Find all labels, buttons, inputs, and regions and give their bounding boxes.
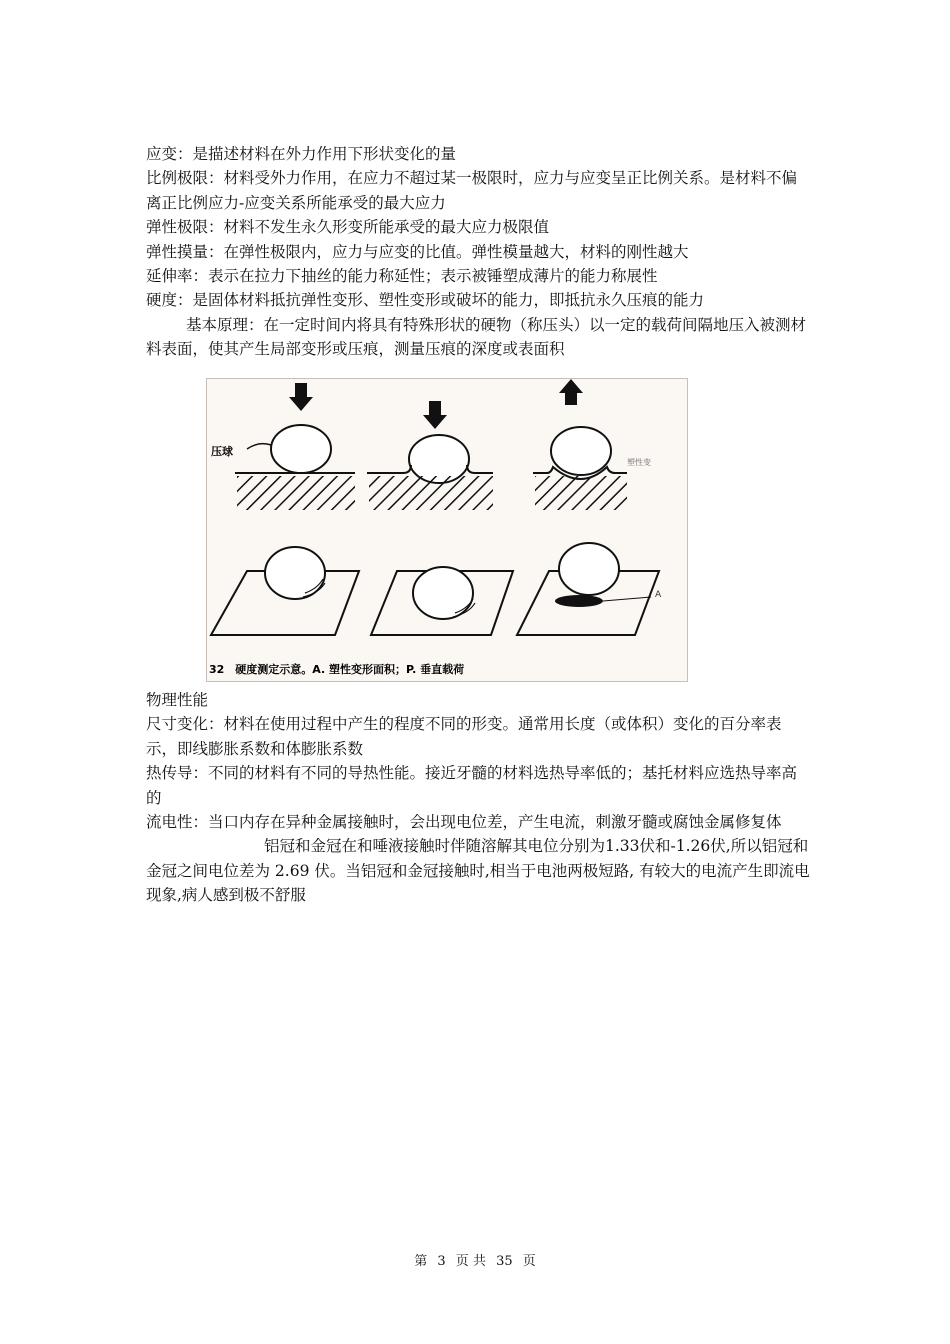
indentation-mark	[555, 595, 603, 607]
panel-2-bottom	[371, 567, 513, 635]
elastic-modulus-definition: 弹性摸量：在弹性极限内，应力与应变的比值。弹性模量越大，材料的刚性越大	[146, 242, 689, 261]
strain-definition: 应变：是描述材料在外力作用下形状变化的量	[146, 145, 457, 163]
ball-icon	[271, 425, 331, 473]
ball-icon	[559, 543, 619, 595]
ball-label: 压球	[211, 445, 233, 458]
ball-icon	[413, 567, 473, 619]
thermal-conduction-paragraph: 热传导：不同的材料有不同的导热性能。接近牙髓的材料选热导率低的；基托材料应选热导率高的	[146, 764, 798, 807]
galvanic-example-paragraph: 铝冠和金冠在和唾液接触时伴随溶解其电位分别为1.33伏和-1.26伏,所以铝冠和金冠之间电位差为 2.69 伏。当铝冠和金冠接触时,相当于电池两极短路, 有较大的电流产生即流电现象,病人感到极不舒服	[146, 837, 810, 905]
definitions-block	[146, 142, 810, 362]
down-arrow-icon	[289, 383, 313, 411]
hardness-definition: 硬度：是固体材料抵抗弹性变形、塑性变形或破坏的能力，即抵抗永久压痕的能力	[146, 291, 705, 310]
ball-icon	[551, 427, 611, 475]
up-arrow-icon	[559, 379, 583, 405]
footer-suffix: 页	[522, 1254, 536, 1269]
hardness-test-figure	[206, 378, 688, 682]
galvanism-paragraph: 流电性：当口内存在异种金属接触时，会出现电位差，产生电流，刺激牙髓或腐蚀金属修复体	[146, 813, 782, 832]
total-pages: 35	[496, 1254, 513, 1269]
elastic-limit-definition: 弹性极限：材料不发生永久形变所能承受的最大应力极限值	[146, 218, 550, 237]
footer-mid: 页 共	[455, 1254, 486, 1269]
panel-3-bottom	[517, 543, 662, 635]
basic-principle-paragraph: 基本原理：在一定时间内将具有特殊形状的硬物（称压头）以一定的载荷间隔地压入被测材料表面，使其产生局部变形或压痕，测量压痕的深度或表面积	[146, 315, 807, 359]
panel-1-bottom	[211, 547, 359, 635]
down-arrow-icon	[423, 401, 447, 429]
section-heading: 物理性能	[146, 691, 209, 709]
physical-properties-block	[146, 688, 810, 908]
panel-3-section	[533, 379, 651, 510]
page-footer	[0, 1250, 950, 1269]
point-label: A	[655, 590, 662, 600]
figure-caption: 32 硬度测定示意。A. 塑性变形面积；P. 垂直载荷	[209, 663, 465, 676]
page-number: 3	[437, 1254, 446, 1269]
footer-prefix: 第	[414, 1254, 428, 1269]
elongation-definition: 延伸率：表示在拉力下抽丝的能力称延性；表示被锤塑成薄片的能力称展性	[146, 267, 658, 286]
proportional-limit-definition: 比例极限：材料受外力作用，在应力不超过某一极限时，应力与应变呈正比例关系。是材料不偏离正比例应力-应变关系所能承受的最大应力	[146, 169, 798, 212]
dimensional-change-paragraph: 尺寸变化：材料在使用过程中产生的程度不同的形变。通常用长度（或体积）变化的百分率表示，即线膨胀系数和体膨胀系数	[146, 715, 782, 758]
deform-label: 塑性变	[627, 458, 651, 467]
panel-2-section	[367, 401, 493, 510]
ball-icon	[409, 435, 469, 483]
panel-1-section	[211, 383, 355, 510]
